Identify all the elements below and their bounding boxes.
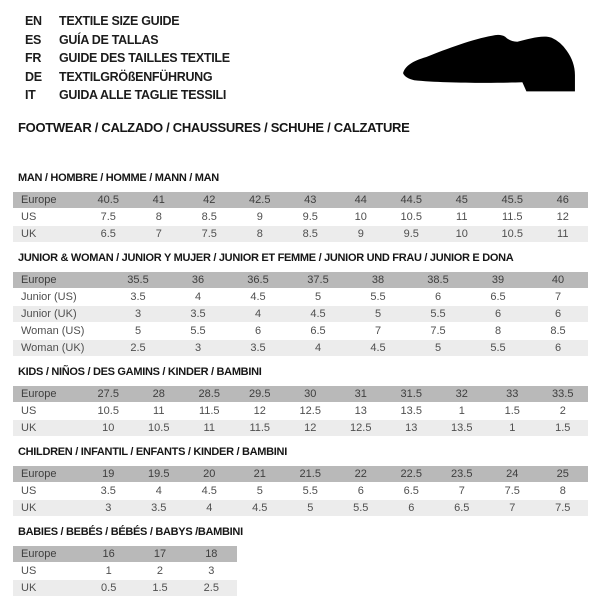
row-label: Junior (US) xyxy=(21,290,77,303)
table-row xyxy=(13,306,588,322)
language-label: TEXTILE SIZE GUIDE xyxy=(59,14,180,28)
table-row xyxy=(13,420,588,436)
size-value: 21 xyxy=(253,467,266,480)
size-value: 3 xyxy=(105,501,112,514)
size-table xyxy=(13,546,237,596)
size-value: 37.5 xyxy=(307,273,329,286)
size-table-section xyxy=(13,446,588,516)
row-label: Junior (UK) xyxy=(21,307,77,320)
size-value: 43 xyxy=(304,193,317,206)
category-title: FOOTWEAR / CALZADO / CHAUSSURES / SCHUHE / CALZATURE xyxy=(18,119,410,135)
size-value: 42.5 xyxy=(249,193,271,206)
size-value: 8 xyxy=(256,227,263,240)
size-value: 24 xyxy=(506,467,519,480)
table-title: CHILDREN / INFANTIL / ENFANTS / KINDER / BAMBINI xyxy=(18,445,287,458)
size-value: 6 xyxy=(554,341,562,354)
size-value: 46 xyxy=(556,193,569,206)
size-value: 25 xyxy=(556,467,569,480)
size-value: 11 xyxy=(557,227,569,240)
size-value: 10.5 xyxy=(148,421,170,434)
size-value: 27.5 xyxy=(97,387,119,400)
size-value: 2 xyxy=(156,564,164,577)
size-value: 18 xyxy=(205,547,218,560)
size-value: 7 xyxy=(509,501,516,514)
size-value: 7 xyxy=(458,484,465,497)
size-value: 12.5 xyxy=(299,404,321,417)
size-value: 28.5 xyxy=(198,387,220,400)
size-table-section xyxy=(13,172,588,242)
size-value: 22.5 xyxy=(400,467,422,480)
size-value: 12 xyxy=(556,210,569,223)
size-table xyxy=(13,272,588,356)
size-value: 3.5 xyxy=(190,307,206,320)
size-value: 6 xyxy=(408,501,415,514)
size-value: 9 xyxy=(256,210,263,223)
table-row xyxy=(13,403,588,419)
size-value: 9.5 xyxy=(403,227,419,240)
size-value: 23.5 xyxy=(451,467,473,480)
size-value: 3.5 xyxy=(151,501,167,514)
size-value: 9.5 xyxy=(302,210,318,223)
language-code: IT xyxy=(25,88,36,102)
size-value: 8 xyxy=(559,484,566,497)
row-label: Europe xyxy=(21,273,57,286)
size-value: 17 xyxy=(153,547,167,560)
size-value: 3.5 xyxy=(250,341,266,354)
size-value: 4 xyxy=(254,307,262,320)
size-value: 12 xyxy=(304,421,317,434)
row-label: Woman (UK) xyxy=(21,341,85,354)
size-value: 6.5 xyxy=(100,227,116,240)
size-value: 7.5 xyxy=(201,227,217,240)
size-value: 1.5 xyxy=(555,421,571,434)
size-value: 7 xyxy=(155,227,162,240)
size-value: 0.5 xyxy=(101,581,117,594)
table-row xyxy=(13,483,588,499)
table-title: BABIES / BEBÉS / BÉBÉS / BABYS /BAMBINI xyxy=(18,525,243,538)
size-value: 6.5 xyxy=(490,290,506,303)
table-row xyxy=(13,386,588,402)
language-code: EN xyxy=(25,14,42,28)
size-value: 3.5 xyxy=(100,484,116,497)
size-value: 42 xyxy=(203,193,216,206)
size-table xyxy=(13,386,588,436)
size-value: 19.5 xyxy=(148,467,170,480)
size-value: 13.5 xyxy=(400,404,422,417)
size-value: 44.5 xyxy=(400,193,422,206)
size-value: 5.5 xyxy=(430,307,446,320)
size-value: 7.5 xyxy=(100,210,116,223)
size-value: 5 xyxy=(307,501,314,514)
size-value: 4 xyxy=(314,341,322,354)
size-value: 7 xyxy=(374,324,382,337)
size-value: 8.5 xyxy=(201,210,217,223)
size-value: 1 xyxy=(105,564,112,577)
size-value: 40 xyxy=(551,273,565,286)
table-row xyxy=(13,209,588,225)
table-row xyxy=(13,340,588,356)
size-value: 28 xyxy=(152,387,165,400)
size-value: 6 xyxy=(254,324,262,337)
size-value: 11 xyxy=(153,404,165,417)
table-row xyxy=(13,289,588,305)
size-value: 36 xyxy=(191,273,205,286)
size-value: 2.5 xyxy=(130,341,146,354)
size-value: 6 xyxy=(434,290,442,303)
size-value: 1 xyxy=(458,404,465,417)
row-label: Europe xyxy=(21,193,57,206)
size-table-section xyxy=(13,526,588,596)
size-value: 29.5 xyxy=(249,387,271,400)
size-value: 13.5 xyxy=(451,421,473,434)
language-code: FR xyxy=(25,51,42,65)
row-label: UK xyxy=(21,581,37,594)
size-value: 1.5 xyxy=(504,404,520,417)
size-value: 36.5 xyxy=(247,273,269,286)
size-value: 4.5 xyxy=(370,341,386,354)
language-code: DE xyxy=(25,69,42,84)
size-value: 12.5 xyxy=(350,421,372,434)
size-value: 6 xyxy=(554,307,562,320)
size-value: 12 xyxy=(253,404,266,417)
size-value: 13 xyxy=(405,421,418,434)
size-value: 30 xyxy=(304,387,317,400)
size-value: 10 xyxy=(354,210,367,223)
size-value: 8 xyxy=(155,210,162,223)
size-value: 4.5 xyxy=(310,307,326,320)
language-code: ES xyxy=(25,32,42,47)
size-value: 5 xyxy=(374,307,382,320)
size-tables xyxy=(0,172,600,596)
size-value: 35.5 xyxy=(127,273,149,286)
table-row xyxy=(13,563,237,579)
language-label: TEXTILGRÖßENFÜHRUNG xyxy=(59,69,213,84)
size-value: 4.5 xyxy=(201,484,217,497)
row-label: US xyxy=(21,210,37,223)
size-value: 7.5 xyxy=(504,484,520,497)
size-value: 11.5 xyxy=(501,210,523,223)
size-value: 5 xyxy=(434,341,442,354)
language-label: GUIDA ALLE TAGLIE TESSILI xyxy=(59,88,227,102)
size-value: 41 xyxy=(152,193,165,206)
size-value: 5.5 xyxy=(190,324,206,337)
size-value: 33 xyxy=(506,387,519,400)
size-value: 7.5 xyxy=(430,324,446,337)
language-label: GUIDE DES TAILLES TEXTILE xyxy=(59,51,230,65)
size-value: 7 xyxy=(554,290,562,303)
row-label: UK xyxy=(21,227,37,240)
size-value: 19 xyxy=(102,467,115,480)
size-value: 8 xyxy=(494,324,502,337)
row-label: Europe xyxy=(21,467,57,480)
row-label: UK xyxy=(21,501,37,514)
size-value: 3 xyxy=(208,564,215,577)
size-value: 5.5 xyxy=(370,290,386,303)
size-table-section xyxy=(13,366,588,436)
table-row xyxy=(13,546,237,562)
size-value: 5 xyxy=(256,484,263,497)
size-value: 6 xyxy=(494,307,502,320)
table-title: JUNIOR & WOMAN / JUNIOR Y MUJER / JUNIOR ET FEMME / JUNIOR UND FRAU / JUNIOR E DONA xyxy=(18,251,514,264)
size-value: 13 xyxy=(354,404,367,417)
size-value: 32 xyxy=(455,387,468,400)
size-value: 6.5 xyxy=(403,484,419,497)
size-value: 45.5 xyxy=(501,193,523,206)
size-value: 22 xyxy=(354,467,367,480)
size-value: 4.5 xyxy=(250,290,266,303)
size-value: 45 xyxy=(455,193,468,206)
size-value: 11 xyxy=(456,210,468,223)
row-label: US xyxy=(21,564,37,577)
table-row xyxy=(13,466,588,482)
size-value: 6.5 xyxy=(454,501,470,514)
row-label: UK xyxy=(21,421,37,434)
size-value: 5.5 xyxy=(490,341,506,354)
size-value: 10.5 xyxy=(97,404,119,417)
size-value: 1 xyxy=(509,421,516,434)
row-label: Europe xyxy=(21,387,57,400)
size-value: 4 xyxy=(206,501,213,514)
size-value: 2.5 xyxy=(203,581,219,594)
table-title: KIDS / NIÑOS / DES GAMINS / KINDER / BAMBINI xyxy=(18,365,262,378)
size-value: 11.5 xyxy=(198,404,220,417)
size-value: 2 xyxy=(559,404,566,417)
row-label: US xyxy=(21,404,37,417)
size-table xyxy=(13,466,588,516)
size-value: 11 xyxy=(203,421,215,434)
size-value: 10.5 xyxy=(400,210,422,223)
size-value: 7.5 xyxy=(555,501,571,514)
size-value: 5.5 xyxy=(353,501,369,514)
size-value: 9 xyxy=(357,227,364,240)
shoe-icon xyxy=(398,24,580,98)
size-value: 31.5 xyxy=(400,387,422,400)
size-value: 21.5 xyxy=(299,467,321,480)
row-label: Woman (US) xyxy=(21,324,85,337)
size-value: 10.5 xyxy=(501,227,523,240)
table-title: MAN / HOMBRE / HOMME / MANN / MAN xyxy=(18,171,219,184)
size-value: 11.5 xyxy=(249,421,271,434)
size-value: 3.5 xyxy=(130,290,146,303)
size-value: 40.5 xyxy=(97,193,119,206)
table-row xyxy=(13,580,237,596)
size-value: 38.5 xyxy=(427,273,449,286)
size-value: 4.5 xyxy=(252,501,268,514)
size-value: 4 xyxy=(194,290,202,303)
table-row xyxy=(13,192,588,208)
size-value: 44 xyxy=(354,193,367,206)
size-value: 8.5 xyxy=(302,227,318,240)
size-value: 31 xyxy=(354,387,367,400)
size-value: 10 xyxy=(102,421,115,434)
size-value: 1.5 xyxy=(152,581,168,594)
size-value: 6.5 xyxy=(310,324,326,337)
table-row xyxy=(13,323,588,339)
row-label: US xyxy=(21,484,37,497)
size-value: 8.5 xyxy=(550,324,566,337)
table-row xyxy=(13,272,588,288)
size-value: 6 xyxy=(357,484,364,497)
row-label: Europe xyxy=(21,547,57,560)
size-table-section xyxy=(13,252,588,356)
language-label: GUÍA DE TALLAS xyxy=(59,32,159,47)
size-value: 3 xyxy=(194,341,202,354)
size-value: 4 xyxy=(155,484,162,497)
table-row xyxy=(13,226,588,242)
size-value: 33.5 xyxy=(552,387,574,400)
size-value: 3 xyxy=(134,307,142,320)
size-value: 10 xyxy=(455,227,468,240)
size-value: 39 xyxy=(491,273,505,286)
size-table xyxy=(13,192,588,242)
size-value: 5 xyxy=(314,290,322,303)
size-value: 38 xyxy=(371,273,385,286)
size-value: 5.5 xyxy=(302,484,318,497)
size-value: 16 xyxy=(102,547,115,560)
size-value: 20 xyxy=(203,467,216,480)
table-row xyxy=(13,500,588,516)
size-value: 5 xyxy=(134,324,142,337)
